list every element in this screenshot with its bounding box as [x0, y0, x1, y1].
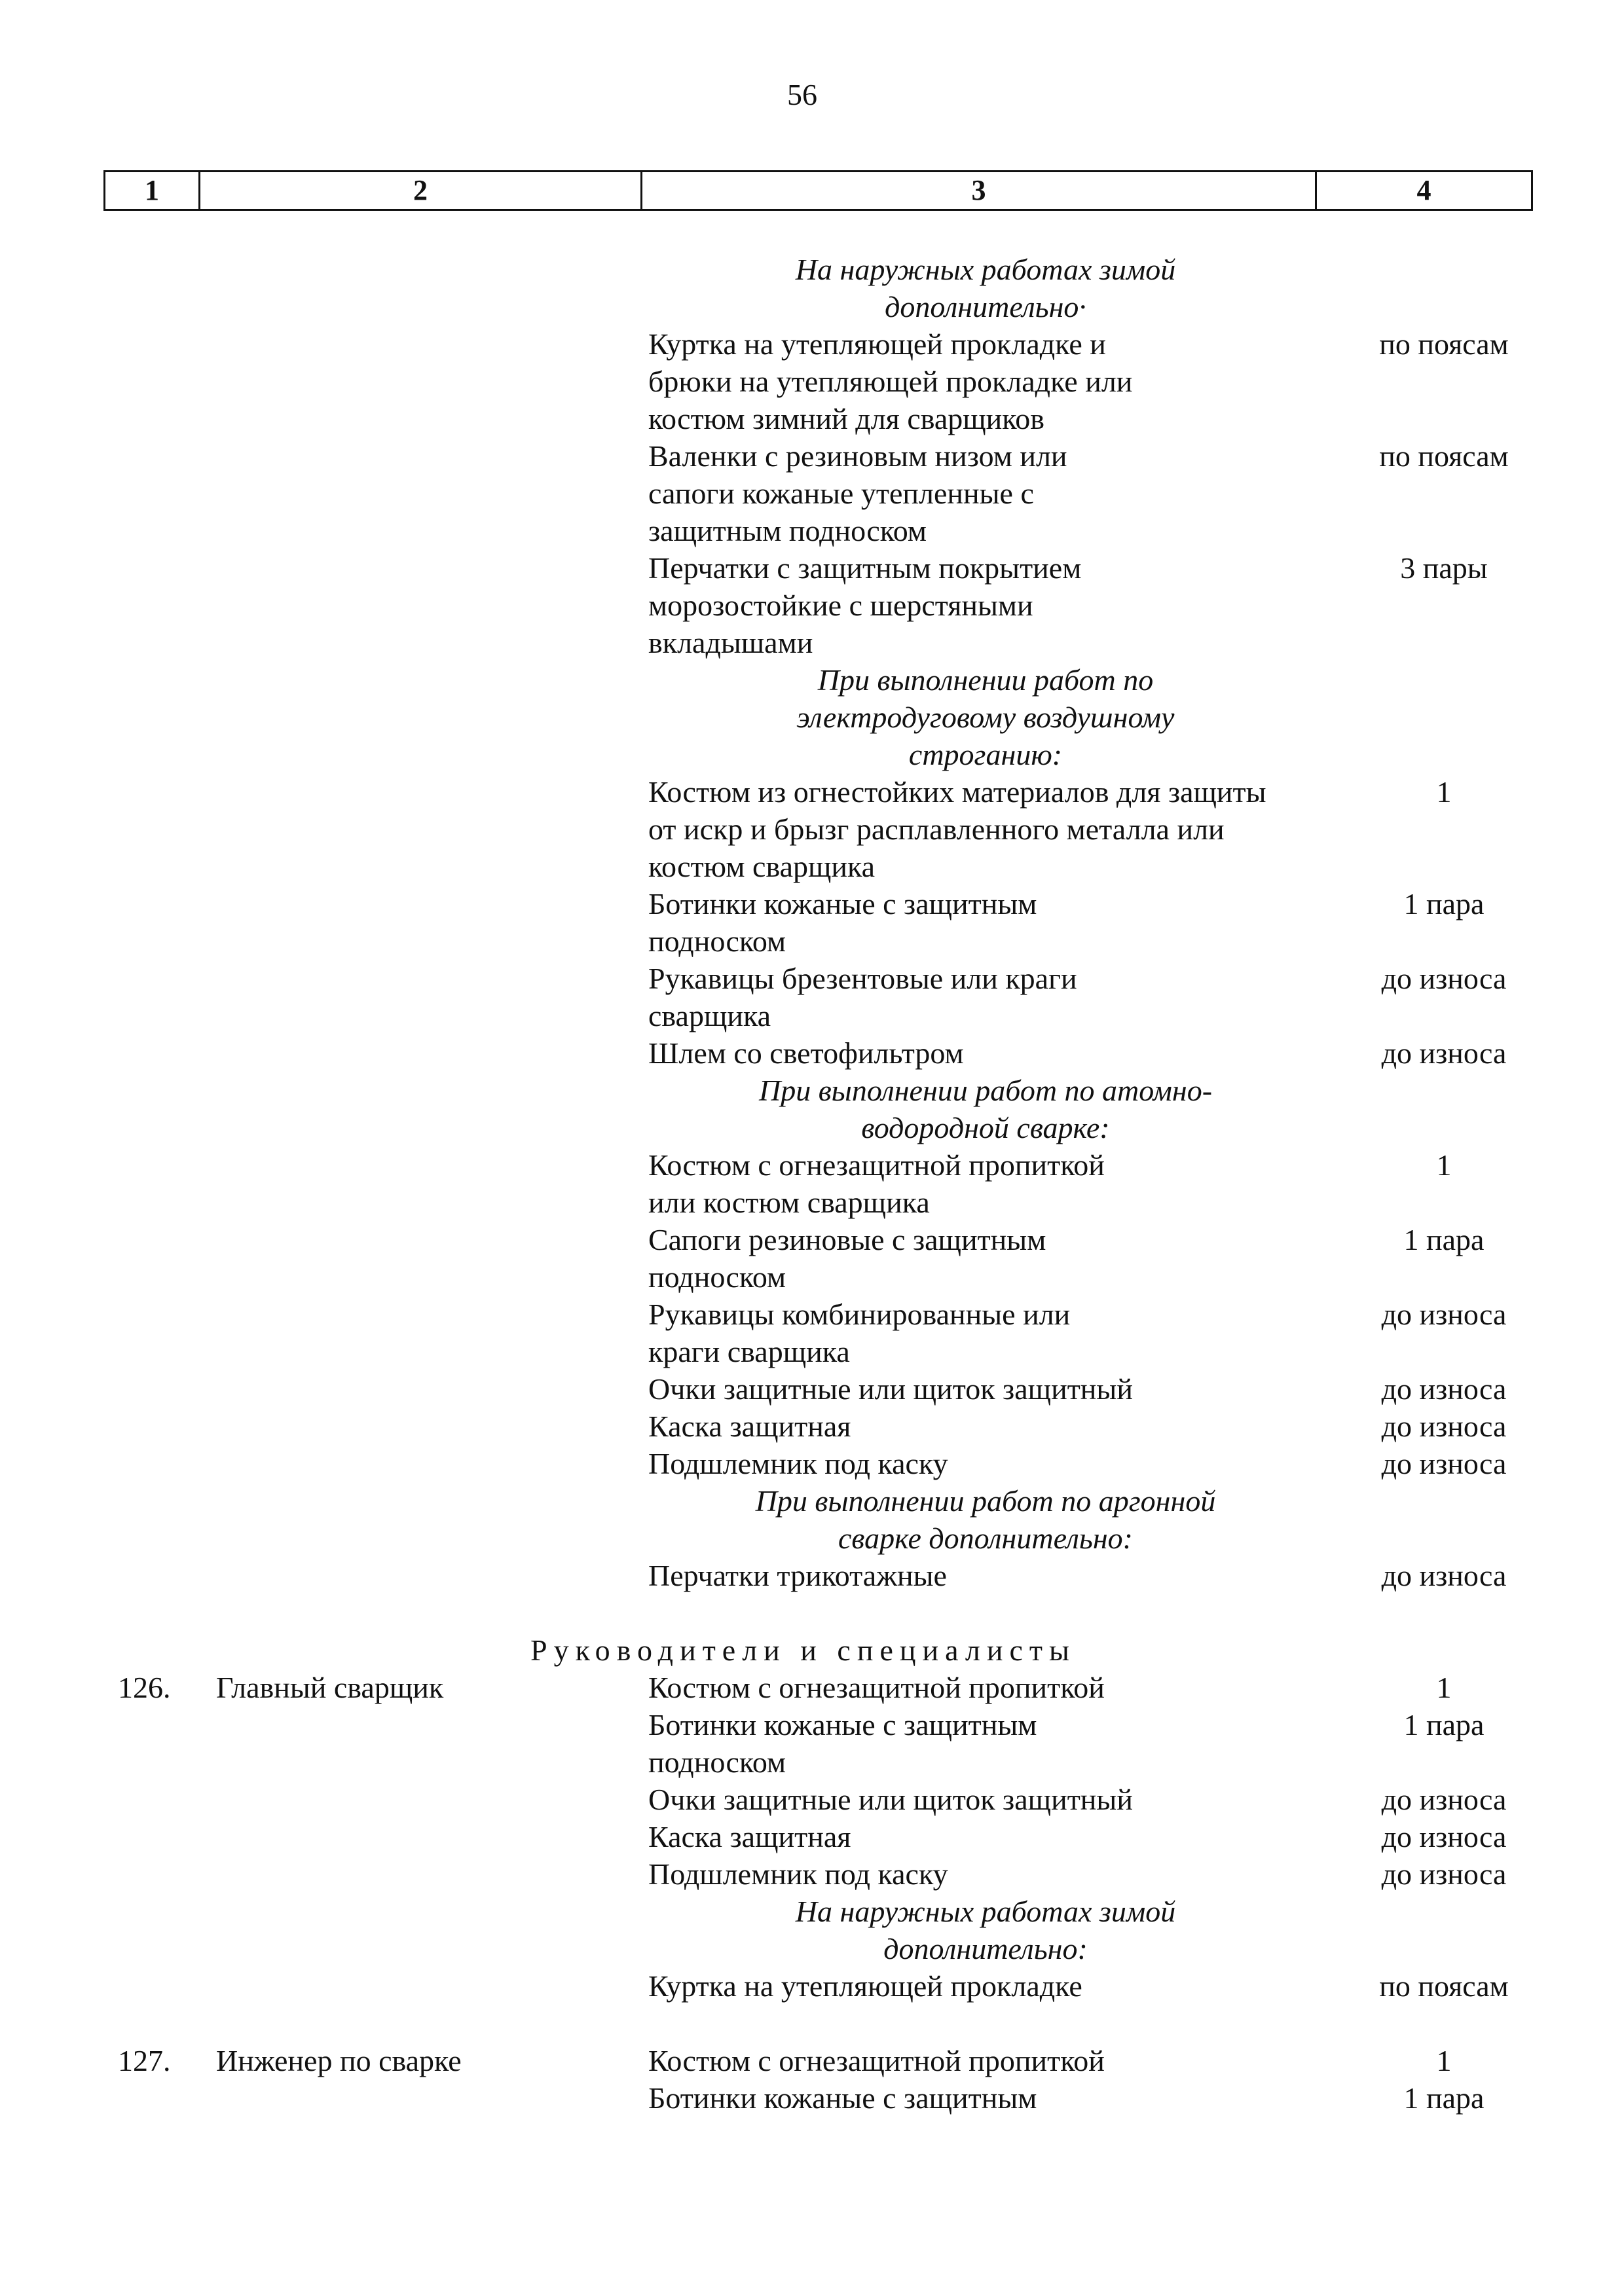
subsection-caption: строганию: [908, 738, 1063, 771]
item-text: Ботинки кожаные с защитным [648, 887, 1037, 920]
item-text: брюки на утепляющей прокладке или [648, 365, 1133, 398]
item-text: морозостойкие с шерстяными [648, 589, 1033, 622]
item-text: Перчатки с защитным покрытием [648, 551, 1082, 585]
item-text: костюм зимний для сварщиков [648, 402, 1045, 435]
subsection-caption: При выполнении работ по аргонной [755, 1484, 1216, 1518]
subsection-caption: дополнительно· [885, 290, 1086, 323]
issue-norm: до износа [1381, 1820, 1507, 1853]
item-text: Куртка на утепляющей прокладке и [648, 327, 1106, 361]
item-text: защитным подноском [648, 514, 927, 547]
item-text: Валенки с резиновым низом или [648, 439, 1067, 473]
subsection-caption: электродуговому воздушному [796, 701, 1175, 734]
issue-norm: до износа [1381, 1857, 1507, 1891]
issue-norm: 1 пара [1403, 1223, 1485, 1256]
issue-norm: до износа [1381, 1783, 1507, 1816]
column-header-4: 4 [1316, 172, 1532, 210]
column-header-2: 2 [200, 172, 642, 210]
issue-norm: по поясам [1379, 1969, 1509, 2003]
item-text: от искр и брызг расплавленного металла или [648, 812, 1225, 846]
item-text: Костюм с огнезащитной пропиткой [648, 1671, 1105, 1704]
subsection-caption: сварке дополнительно: [838, 1522, 1133, 1555]
issue-norm: до износа [1381, 1372, 1507, 1406]
issue-norm: до износа [1381, 1410, 1507, 1443]
issue-norm: до износа [1381, 1447, 1507, 1480]
item-text: Рукавицы брезентовые или краги [648, 962, 1077, 995]
item-text: Костюм с огнезащитной пропиткой [648, 2044, 1105, 2077]
page-number: 56 [787, 78, 817, 111]
issue-norm: по поясам [1379, 439, 1509, 473]
item-text: Куртка на утепляющей прокладке [648, 1969, 1082, 2003]
item-text: подноском [648, 924, 786, 958]
item-text: краги сварщика [648, 1335, 850, 1368]
item-text: Шлем со светофильтром [648, 1036, 964, 1070]
column-header-3: 3 [642, 172, 1316, 210]
item-text: Перчатки трикотажные [648, 1559, 947, 1592]
issue-norm: 1 [1436, 1671, 1452, 1704]
item-text: сварщика [648, 999, 771, 1032]
item-text: Ботинки кожаные с защитным [648, 1708, 1037, 1741]
item-text: Ботинки кожаные с защитным [648, 2081, 1037, 2115]
item-text: Очки защитные или щиток защитный [648, 1372, 1133, 1406]
subsection-caption: дополнительно: [883, 1932, 1088, 1965]
item-text: Подшлемник под каску [648, 1857, 948, 1891]
item-text: Костюм с огнезащитной пропиткой [648, 1148, 1105, 1182]
column-header-table [103, 170, 1533, 211]
issue-norm: 1 [1436, 775, 1452, 809]
item-text: подноском [648, 1745, 786, 1779]
issue-norm: 1 пара [1403, 2081, 1485, 2115]
issue-norm: по поясам [1379, 327, 1509, 361]
row-number: 127. [118, 2044, 171, 2077]
item-text: подноском [648, 1260, 786, 1294]
column-header-1: 1 [105, 172, 200, 210]
issue-norm: 1 [1436, 2044, 1452, 2077]
row-number: 126. [118, 1671, 171, 1704]
item-text: Каска защитная [648, 1820, 851, 1853]
subsection-caption: При выполнении работ по [817, 663, 1154, 697]
subsection-caption: На наружных работах зимой [795, 253, 1176, 286]
job-title: Главный сварщик [216, 1671, 444, 1704]
item-text: костюм сварщика [648, 850, 876, 883]
section-heading: Руководители и специалисты [530, 1633, 1076, 1667]
issue-norm: 1 [1436, 1148, 1452, 1182]
subsection-caption: водородной сварке: [861, 1111, 1110, 1144]
issue-norm: до износа [1381, 1036, 1507, 1070]
issue-norm: 1 пара [1403, 1708, 1485, 1741]
job-title: Инженер по сварке [216, 2044, 462, 2077]
item-text: сапоги кожаные утепленные с [648, 477, 1034, 510]
issue-norm: 3 пары [1400, 551, 1488, 585]
item-text: Каска защитная [648, 1410, 851, 1443]
subsection-caption: При выполнении работ по атомно- [758, 1074, 1213, 1107]
issue-norm: до износа [1381, 1298, 1507, 1331]
column-header-row [105, 172, 1532, 210]
item-text: Костюм из огнестойких материалов для защиты [648, 775, 1266, 809]
item-text: Подшлемник под каску [648, 1447, 948, 1480]
item-text: вкладышами [648, 626, 813, 659]
issue-norm: до износа [1381, 1559, 1507, 1592]
subsection-caption: На наружных работах зимой [795, 1895, 1176, 1928]
item-text: Рукавицы комбинированные или [648, 1298, 1071, 1331]
issue-norm: 1 пара [1403, 887, 1485, 920]
issue-norm: до износа [1381, 962, 1507, 995]
item-text: Очки защитные или щиток защитный [648, 1783, 1133, 1816]
item-text: Сапоги резиновые с защитным [648, 1223, 1046, 1256]
item-text: или костюм сварщика [648, 1186, 930, 1219]
